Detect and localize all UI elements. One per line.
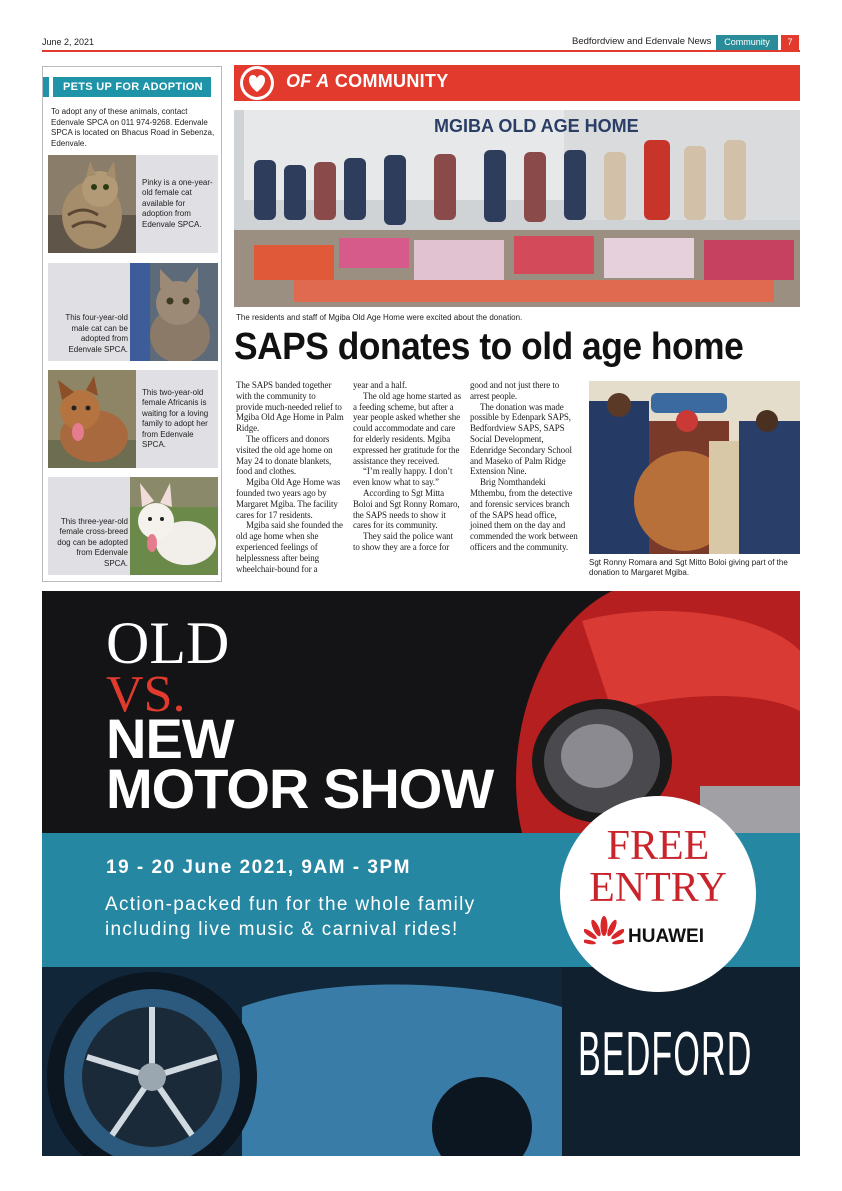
- ad-new-text: NEW: [106, 707, 234, 770]
- sponsor-name: HUAWEI: [628, 926, 704, 947]
- paragraph: The SAPS banded together with the community to provide much-needed relief to Mgiba Old Age Home in Palm Ridge.: [236, 380, 344, 434]
- old-age-home-group-photo: [234, 110, 800, 307]
- brown-dog-photo-icon: [48, 370, 136, 468]
- donation-handover-photo: [589, 381, 800, 554]
- pet-description: Pinky is a one-year-old female cat available for adoption from Edenvale SPCA.: [142, 177, 213, 229]
- pet-description: This three-year-old female cross-breed dog can be adopted from Edenvale SPCA.: [57, 516, 128, 568]
- pets-intro: To adopt any of these animals, contact Edenvale SPCA on 011 974-9268. Edenvale SPCA is located on Bhacus Road in Sebenza, Edenvale.: [51, 107, 215, 148]
- page-number: 7: [781, 35, 799, 50]
- ad-motor-show-text: MOTOR SHOW: [106, 757, 494, 820]
- header-rule: [42, 50, 800, 52]
- paragraph: According to Sgt Mitta Boloi and Sgt Ronny Romaro, the SAPS needs to show it cares for its community.: [353, 487, 460, 531]
- huawei-flower-icon: [584, 916, 624, 950]
- photo-caption: The residents and staff of Mgiba Old Age Home were excited about the donation.: [236, 313, 523, 322]
- paragraph: The donation was made possible by Edenpark SAPS, Bedfordview SAPS, SAPS Social Development, Edenridge Secondary School and Maseko of Palm Ridge Extension Nine.: [470, 401, 572, 477]
- paragraph: The officers and donors visited the old age home on May 24 to donate blankets, food and clothes.: [236, 433, 333, 477]
- pets-adoption-box: [42, 66, 222, 582]
- banner-word: COMMUNITY: [334, 71, 449, 91]
- bedford-logo: BEDFORD: [578, 1020, 753, 1089]
- section-tab: Community: [716, 35, 778, 50]
- ad-tagline: including live music & carnival rides!: [105, 919, 459, 940]
- paragraph: Mgiba Old Age Home was founded two years ago by Margaret Mgiba. The facility cares for 17 residents.: [236, 477, 341, 520]
- paragraph: The old age home started as a feeding scheme, but after a year people asked whether she could accommodate and care for elderly residents. Mgiba expressed her gratitude for the assistance they received.: [353, 390, 462, 466]
- pet-card: [48, 155, 218, 253]
- white-dog-photo-icon: [130, 477, 218, 575]
- heart-icon: [236, 65, 278, 101]
- paragraph: They said the police want to show they are a force for: [353, 531, 453, 552]
- photo-caption-2: Sgt Ronny Romara and Sgt Mitto Boloi giving part of the donation to Margaret Mgiba.: [589, 558, 788, 577]
- pet-card: [48, 370, 218, 468]
- article-column-2: [353, 380, 461, 553]
- banner-prefix: OF A: [286, 71, 330, 91]
- motor-show-advert: [42, 591, 800, 1156]
- pet-description: This two-year-old female Africanis is waiting for a loving family to adopt her from Edenvale SPCA.: [142, 387, 209, 449]
- pet-card: [48, 263, 218, 361]
- grey-cat-photo-icon: [130, 263, 218, 361]
- article-column-3: [470, 380, 578, 553]
- paragraph: Mgiba said she founded the old age home when she experienced feelings of helplessness after being wheelchair-bound for a: [236, 520, 343, 574]
- free-entry-badge: [560, 796, 756, 992]
- photo-sign-text: MGIBA OLD AGE HOME: [434, 116, 639, 136]
- pets-heading: PETS UP FOR ADOPTION: [53, 77, 211, 97]
- banner-title: [286, 71, 449, 92]
- tabby-cat-photo-icon: [48, 155, 136, 253]
- blue-sports-car-wheel-icon: [42, 967, 562, 1156]
- pet-description: This four-year-old male cat can be adopted from Edenvale SPCA.: [65, 313, 128, 354]
- paragraph: good and not just there to arrest people.: [470, 380, 560, 401]
- red-classic-car-icon: [462, 591, 800, 833]
- issue-date: June 2, 2021: [42, 37, 95, 47]
- free-text: FREE: [606, 823, 710, 869]
- pet-card: [48, 477, 218, 575]
- ad-tagline: Action-packed fun for the whole family: [105, 894, 476, 915]
- paragraph: Brig Nomthandeki Mthembu, from the detective and forensic services branch of the SAPS head office, joined them on the day and commended the work between officers and the community.: [470, 477, 578, 552]
- ad-vs-text: VS.: [106, 666, 186, 723]
- paper-name: Bedfordview and Edenvale News: [572, 36, 712, 47]
- paragraph: “I’m really happy. I don’t even know what to say.”: [353, 466, 453, 488]
- community-banner: [234, 65, 800, 101]
- ad-date: 19 - 20 June 2021, 9AM - 3PM: [106, 857, 411, 878]
- ad-old-text: OLD: [106, 610, 230, 676]
- article-column-1: [236, 380, 344, 574]
- entry-text: ENTRY: [589, 865, 727, 911]
- article-headline: SAPS donates to old age home: [234, 326, 744, 368]
- paragraph: year and a half.: [353, 380, 407, 390]
